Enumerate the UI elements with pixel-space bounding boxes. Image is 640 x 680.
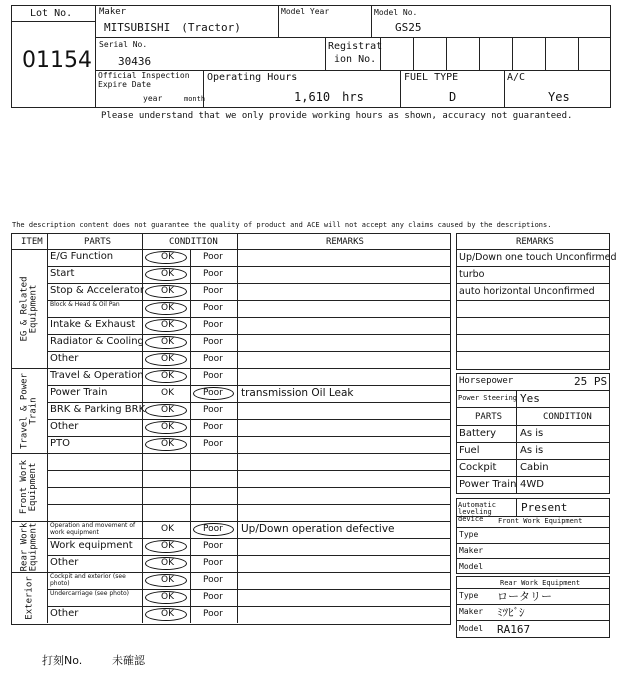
registration-label-1: Registrat <box>328 41 383 52</box>
selected-condition-circle <box>145 421 187 434</box>
serial-value: 30436 <box>118 55 152 68</box>
selected-condition-circle <box>145 370 187 383</box>
poor-option[interactable]: Poor <box>203 439 223 449</box>
selected-condition-circle <box>193 523 234 536</box>
poor-option[interactable]: Poor <box>203 558 223 568</box>
selected-condition-circle <box>145 319 187 332</box>
ok-option[interactable]: OK <box>161 422 174 432</box>
side-part-name: Cockpit <box>459 462 497 473</box>
ok-option[interactable]: OK <box>161 439 174 449</box>
serial-label: Serial No. <box>99 40 148 49</box>
rear-work-header: Rear Work Equipment <box>500 579 581 587</box>
row-remark: transmission Oil Leak <box>241 387 354 399</box>
poor-option[interactable]: Poor <box>203 524 223 534</box>
part-name: Other <box>50 353 79 364</box>
front-type-label: Type <box>459 530 479 539</box>
year-label: year <box>143 94 163 103</box>
ok-option[interactable]: OK <box>161 405 174 415</box>
group-label: Exterior <box>23 575 34 620</box>
side-part-condition: Cabin <box>520 462 549 473</box>
rear-type-label: Type <box>459 591 479 600</box>
selected-condition-circle <box>145 285 187 298</box>
ok-option[interactable]: OK <box>161 337 174 347</box>
rear-model-label: Model <box>459 624 484 633</box>
poor-option[interactable]: Poor <box>203 609 223 619</box>
lot-label: Lot No. <box>30 8 73 19</box>
poor-option[interactable]: Poor <box>203 388 223 398</box>
poor-option[interactable]: Poor <box>203 286 223 296</box>
rear-model-value: RA167 <box>497 623 531 636</box>
ok-option[interactable]: OK <box>161 592 174 602</box>
ok-option[interactable]: OK <box>161 371 174 381</box>
part-name: Radiator & Cooling <box>50 336 144 347</box>
selected-condition-circle <box>145 251 187 264</box>
part-name: PTO <box>50 438 71 449</box>
power-steering-value: Yes <box>520 392 540 405</box>
ok-option[interactable]: OK <box>161 320 174 330</box>
poor-option[interactable]: Poor <box>203 337 223 347</box>
side-parts-header: PARTS <box>475 412 503 422</box>
poor-option[interactable]: Poor <box>203 575 223 585</box>
registration-label-2: ion No. <box>334 54 377 65</box>
part-name: Work equipment <box>50 540 133 551</box>
selected-condition-circle <box>145 404 187 417</box>
group-label: Front Work Equipment <box>19 459 38 515</box>
maker-value: MITSUBISHI (Tractor) <box>104 21 241 34</box>
front-model-label: Model <box>459 562 484 571</box>
poor-option[interactable]: Poor <box>203 592 223 602</box>
poor-option[interactable]: Poor <box>203 371 223 381</box>
fuel-value: D <box>449 90 457 104</box>
selected-condition-circle <box>145 353 187 366</box>
selected-condition-circle <box>145 574 187 587</box>
model-year-label: Model Year <box>281 7 330 16</box>
rear-maker-value: ﾐﾂﾋﾞｼ <box>497 606 525 619</box>
selected-condition-circle <box>145 438 187 451</box>
stamp-value: 未確認 <box>112 654 145 667</box>
selected-condition-circle <box>145 268 187 281</box>
auto-leveling-value: Present <box>521 501 568 514</box>
side-part-name: Fuel <box>459 445 480 456</box>
group-label: Travel & Power Train <box>19 372 38 449</box>
ok-option[interactable]: OK <box>161 269 174 279</box>
ok-option[interactable]: OK <box>161 524 174 534</box>
side-part-condition: As is <box>520 428 544 439</box>
side-remark: auto horizontal Unconfirmed <box>459 286 595 297</box>
hours-value: 1,610 hrs <box>294 90 364 104</box>
part-name: Stop & Accelerator <box>50 285 145 296</box>
part-name: Intake & Exhaust <box>50 319 136 330</box>
side-part-condition: As is <box>520 445 544 456</box>
front-work-header: Front Work Equipment <box>498 517 583 525</box>
selected-condition-circle <box>193 387 234 400</box>
item-header: ITEM <box>21 237 43 247</box>
selected-condition-circle <box>145 557 187 570</box>
ok-option[interactable]: OK <box>161 558 174 568</box>
part-name: Cockpit and exterior (see photo) <box>50 573 126 587</box>
ok-option[interactable]: OK <box>161 303 174 313</box>
part-name: Other <box>50 608 79 619</box>
remarks-header: REMARKS <box>326 237 364 247</box>
model-no-label: Model No. <box>374 8 418 17</box>
hours-label: Operating Hours <box>207 72 298 83</box>
horsepower-value: 25 PS <box>574 375 608 388</box>
inspection-label-2: Expire Date <box>98 80 151 89</box>
group-label: EG & Related Equipment <box>19 275 38 342</box>
part-name: Travel & Operation <box>50 370 144 381</box>
model-no-value: GS25 <box>395 21 422 34</box>
lot-number: 01154 <box>22 48 92 73</box>
row-remark: Up/Down operation defective <box>241 523 395 535</box>
inspection-label-1: Official Inspection <box>98 71 190 80</box>
part-name: Other <box>50 421 79 432</box>
ok-option[interactable]: OK <box>161 575 174 585</box>
poor-option[interactable]: Poor <box>203 422 223 432</box>
side-part-condition: 4WD <box>520 479 544 490</box>
part-name: BRK & Parking BRK <box>50 404 146 415</box>
poor-option[interactable]: Poor <box>203 541 223 551</box>
stamp-label: 打刻No. <box>42 654 83 667</box>
side-remark: turbo <box>459 269 485 280</box>
ok-option[interactable]: OK <box>161 252 174 262</box>
ok-option[interactable]: OK <box>161 354 174 364</box>
side-part-name: Power Train <box>459 479 517 490</box>
maker-label: Maker <box>99 7 127 17</box>
poor-option[interactable]: Poor <box>203 269 223 279</box>
poor-option[interactable]: Poor <box>203 252 223 262</box>
group-label: Rear Work Equipment <box>19 522 38 571</box>
part-name: Operation and movement of work equipment <box>50 522 136 536</box>
selected-condition-circle <box>145 336 187 349</box>
ac-label: A/C <box>507 72 526 83</box>
fuel-label: FUEL TYPE <box>404 72 459 83</box>
part-name: Other <box>50 557 79 568</box>
hours-notice: Please understand that we only provide working hours as shown, accuracy not guaranteed. <box>101 111 573 121</box>
horsepower-label: Horsepower <box>459 376 514 386</box>
poor-option[interactable]: Poor <box>203 303 223 313</box>
poor-option[interactable]: Poor <box>203 354 223 364</box>
ok-option[interactable]: OK <box>161 609 174 619</box>
parts-header: PARTS <box>84 237 112 247</box>
part-name: Start <box>50 268 75 279</box>
description-notice: The description content does not guarantee the quality of product and ACE will not accept any claims caused by the descriptions. <box>12 221 552 229</box>
part-name: Undercarriage (see photo) <box>50 590 129 597</box>
poor-option[interactable]: Poor <box>203 405 223 415</box>
power-steering-label: Power Steering <box>458 394 518 402</box>
side-remarks-header: REMARKS <box>516 237 554 247</box>
condition-header: CONDITION <box>169 237 218 247</box>
ok-option[interactable]: OK <box>161 541 174 551</box>
side-condition-header: CONDITION <box>543 412 592 422</box>
selected-condition-circle <box>145 540 187 553</box>
front-maker-label: Maker <box>459 546 484 555</box>
part-name: E/G Function <box>50 251 114 262</box>
rear-maker-label: Maker <box>459 607 484 616</box>
ok-option[interactable]: OK <box>161 388 174 398</box>
selected-condition-circle <box>145 302 187 315</box>
ok-option[interactable]: OK <box>161 286 174 296</box>
rear-type-value: ロータリー <box>497 590 552 603</box>
side-part-name: Battery <box>459 428 497 439</box>
auto-leveling-label: Automatic leveling device <box>458 501 496 523</box>
ac-value: Yes <box>548 90 570 104</box>
selected-condition-circle <box>145 608 187 621</box>
poor-option[interactable]: Poor <box>203 320 223 330</box>
part-name: Power Train <box>50 387 108 398</box>
part-name: Block & Head & Oil Pan <box>50 301 120 308</box>
side-remark: Up/Down one touch Unconfirmed <box>459 252 617 263</box>
selected-condition-circle <box>145 591 187 604</box>
month-label: month <box>184 95 206 103</box>
